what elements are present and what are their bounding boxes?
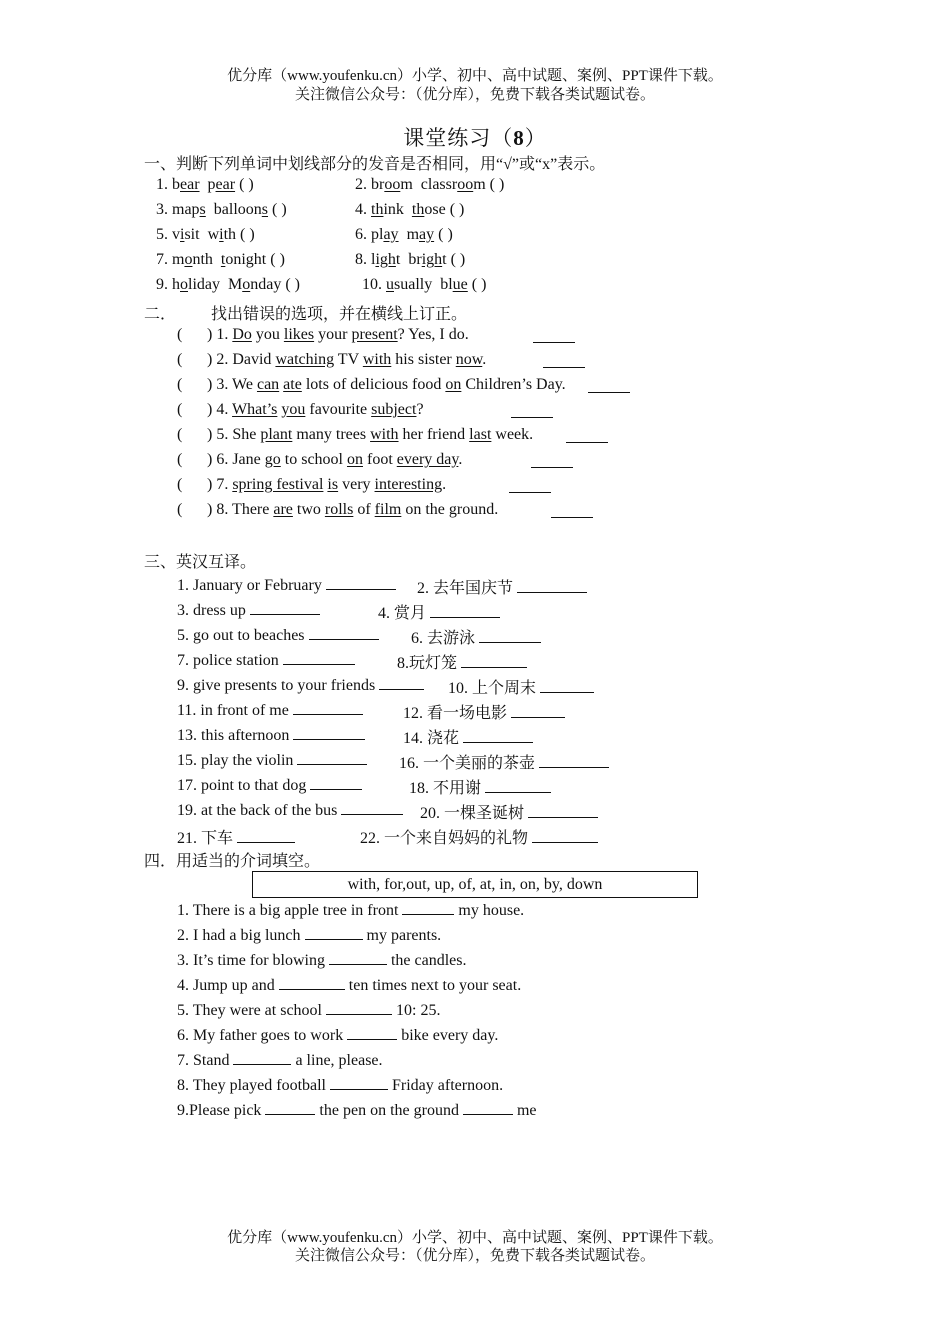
answer-blank[interactable] <box>305 925 363 940</box>
word: play <box>371 226 399 243</box>
prompt: 19. at the back of the bus <box>177 802 338 819</box>
item-number: 1. <box>156 176 172 193</box>
sentence-text: There <box>232 501 274 518</box>
sentence-text: 3. It’s time for blowing <box>177 952 329 969</box>
answer-blank[interactable] <box>250 600 320 615</box>
word: those <box>411 201 446 218</box>
sentence-text: her friend <box>398 426 470 443</box>
underlined-letters: igh <box>375 251 396 268</box>
item-number: ) 3. <box>207 376 233 393</box>
sentence-text: favourite <box>305 401 372 418</box>
fill-item <box>177 1025 498 1045</box>
prompt: 6. 去游泳 <box>411 630 476 647</box>
translation-item <box>403 700 565 723</box>
translation-item <box>177 650 355 670</box>
word: with <box>207 226 237 243</box>
item-number: 4. <box>355 201 371 218</box>
item-number: ) 8. <box>207 501 233 518</box>
sentence-text: 9.Please pick <box>177 1102 266 1119</box>
underlined-letters: ear <box>180 176 200 193</box>
prompt: 11. in front of me <box>177 702 289 719</box>
sentence-text: 6. My father goes to work <box>177 1027 348 1044</box>
error-option: rolls <box>324 501 354 518</box>
underlined-letters: ay <box>419 226 435 243</box>
sentence-text: She <box>232 426 261 443</box>
word: tonight <box>220 251 267 268</box>
prompt: 8.玩灯笼 <box>397 655 458 672</box>
pronunciation-item <box>355 176 504 194</box>
translation-item <box>360 825 598 848</box>
prompt: 7. police station <box>177 652 279 669</box>
answer-blank[interactable] <box>329 950 387 965</box>
error-item <box>207 376 566 394</box>
answer-blank[interactable] <box>347 1025 397 1040</box>
sentence-text: bike every day. <box>397 1027 499 1044</box>
prompt: 5. go out to beaches <box>177 627 305 644</box>
correction-blank[interactable] <box>511 403 553 418</box>
word: blue <box>440 276 468 293</box>
prompt: 22. 一个来自妈妈的礼物 <box>360 830 529 847</box>
underlined-letters: th <box>411 201 425 218</box>
fill-item <box>177 950 467 970</box>
answer-blank[interactable] <box>233 1050 291 1065</box>
sentence-text: We <box>232 376 257 393</box>
error-option: watching <box>275 351 335 368</box>
sentence-text: 1. There is a big apple tree in front <box>177 902 403 919</box>
header-line-1: 优分库（www.youfenku.cn）小学、初中、高中试题、案例、PPT课件下载。 <box>227 68 723 84</box>
sentence-text: my parents. <box>362 927 442 944</box>
prompt: 13. this afternoon <box>177 727 290 744</box>
footer-line-2: 关注微信公众号：（优分库），免费下载各类试题试卷。 <box>294 1248 655 1264</box>
word: usually <box>386 276 433 293</box>
sentence-text: many trees <box>292 426 371 443</box>
translation-item <box>177 725 365 745</box>
sentence-text: a line, please. <box>291 1052 383 1069</box>
error-option: now <box>455 351 483 368</box>
word-box: with, for,out, up, of, at, in, on, by, down <box>252 871 698 898</box>
sentence-text: 4. Jump up and <box>177 977 279 994</box>
answer-blank[interactable] <box>297 750 367 765</box>
sentence-text: me <box>512 1102 537 1119</box>
answer-paren[interactable]: ( ) <box>467 276 487 293</box>
word: think <box>371 201 404 218</box>
sentence-text: . <box>442 476 447 493</box>
answer-blank[interactable] <box>540 678 594 693</box>
word: visit <box>172 226 200 243</box>
underlined-letters: oo <box>384 176 401 193</box>
section-1-heading: 一、判断下列单词中划线部分的发音是否相同，用“√”或“x”表示。 <box>144 156 606 173</box>
sentence-text: David <box>232 351 276 368</box>
translation-item <box>378 600 500 623</box>
translation-item <box>177 575 396 595</box>
answer-paren[interactable]: ( <box>177 376 183 393</box>
translation-item <box>177 600 320 620</box>
underlined-letters: u <box>386 276 394 293</box>
answer-blank[interactable] <box>479 628 541 643</box>
answer-blank[interactable] <box>309 625 379 640</box>
error-option: film <box>374 501 402 518</box>
error-option: with <box>370 426 399 443</box>
item-number: 6. <box>355 226 371 243</box>
error-option: you <box>281 401 306 418</box>
fill-item <box>177 1075 503 1095</box>
pronunciation-item <box>156 251 285 269</box>
answer-paren[interactable]: ( ) <box>268 201 287 218</box>
error-option: interesting <box>374 476 443 493</box>
answer-blank[interactable] <box>326 575 396 590</box>
answer-blank[interactable] <box>402 900 454 915</box>
error-item <box>207 326 469 344</box>
answer-paren[interactable]: ( ) <box>445 201 465 218</box>
translation-item <box>177 625 379 645</box>
word: light <box>371 251 401 268</box>
item-number: ) 2. <box>207 351 233 368</box>
answer-paren[interactable]: ( ) <box>434 226 453 243</box>
underlined-letters: o <box>180 276 188 293</box>
sentence-text: . <box>482 351 487 368</box>
answer-blank[interactable] <box>532 828 598 843</box>
underlined-letters: s <box>261 201 269 218</box>
answer-blank[interactable] <box>511 703 565 718</box>
item-number: ) 5. <box>207 426 233 443</box>
item-number: 9. <box>156 276 172 293</box>
error-option: plant <box>260 426 293 443</box>
underlined-letters: o <box>242 276 251 293</box>
word: bear <box>172 176 200 193</box>
prompt: 12. 看一场电影 <box>403 705 508 722</box>
answer-paren[interactable]: ( ) <box>236 226 255 243</box>
correction-blank[interactable] <box>533 328 575 343</box>
answer-blank[interactable] <box>310 775 362 790</box>
word: maps <box>172 201 206 218</box>
sentence-text: TV <box>334 351 363 368</box>
answer-paren[interactable]: ( <box>177 476 183 493</box>
fill-item <box>177 900 524 920</box>
sentence-text: you <box>251 326 284 343</box>
fill-item <box>177 1050 383 1070</box>
item-number: ) 4. <box>207 401 233 418</box>
sentence-text: his sister <box>391 351 456 368</box>
answer-blank[interactable] <box>463 1100 513 1115</box>
error-option: is <box>327 476 339 493</box>
answer-blank[interactable] <box>517 578 587 593</box>
answer-blank[interactable] <box>528 803 598 818</box>
sentence-text: of <box>353 501 375 518</box>
underlined-letters: t <box>220 251 226 268</box>
prompt: 14. 浇花 <box>403 730 460 747</box>
correction-blank[interactable] <box>566 428 608 443</box>
correction-blank[interactable] <box>588 378 630 393</box>
sentence-text: 7. Stand <box>177 1052 234 1069</box>
error-option: present <box>351 326 398 343</box>
answer-blank[interactable] <box>326 1000 392 1015</box>
error-option: likes <box>283 326 315 343</box>
prompt: 10. 上个周末 <box>448 680 537 697</box>
answer-paren[interactable]: ( <box>177 426 183 443</box>
sentence-text: to school <box>280 451 347 468</box>
answer-paren[interactable]: ( <box>177 326 183 343</box>
translation-item <box>177 825 295 848</box>
underlined-letters: igh <box>421 251 443 268</box>
fill-item <box>177 975 521 995</box>
sentence-text: two <box>292 501 325 518</box>
word: month <box>172 251 213 268</box>
page-title: 课堂练习（8） <box>403 126 547 150</box>
word: may <box>406 226 435 243</box>
section-3-heading: 三、英汉互译。 <box>144 554 257 571</box>
answer-blank[interactable] <box>283 650 355 665</box>
answer-blank[interactable] <box>279 975 345 990</box>
answer-paren[interactable]: ( <box>177 451 183 468</box>
answer-blank[interactable] <box>265 1100 315 1115</box>
pronunciation-item <box>156 276 300 294</box>
fill-item <box>177 925 441 945</box>
answer-blank[interactable] <box>379 675 424 690</box>
prompt: 17. point to that dog <box>177 777 307 794</box>
pronunciation-item <box>156 226 255 244</box>
sentence-text: Jane <box>232 451 265 468</box>
sentence-text: very <box>338 476 375 493</box>
word: Monday <box>228 276 282 293</box>
sentence-text: the candles. <box>386 952 467 969</box>
translation-item <box>409 775 551 798</box>
correction-blank[interactable] <box>551 503 593 518</box>
answer-blank[interactable] <box>293 725 365 740</box>
prompt: 3. dress up <box>177 602 246 619</box>
error-item <box>207 401 424 419</box>
sentence-text: on the ground. <box>401 501 499 518</box>
error-option: on <box>445 376 462 393</box>
error-option: every day <box>396 451 459 468</box>
sentence-text: Friday afternoon. <box>388 1077 504 1094</box>
item-number: 8. <box>355 251 371 268</box>
pronunciation-item <box>355 201 464 219</box>
word: classroom <box>420 176 486 193</box>
word: bright <box>408 251 447 268</box>
sentence-text: ? <box>416 401 424 418</box>
error-option: are <box>273 501 293 518</box>
correction-blank[interactable] <box>509 478 551 493</box>
answer-paren[interactable]: ( ) <box>485 176 505 193</box>
translation-item <box>177 675 424 695</box>
answer-blank[interactable] <box>461 653 527 668</box>
item-number: ) 6. <box>207 451 233 468</box>
underlined-letters: ay <box>383 226 399 243</box>
item-number: 5. <box>156 226 172 243</box>
sentence-text: . <box>458 451 463 468</box>
prompt: 15. play the violin <box>177 752 294 769</box>
error-item <box>207 501 498 519</box>
translation-item <box>403 725 533 748</box>
prompt: 20. 一棵圣诞树 <box>420 805 525 822</box>
sentence-text: Children’s Day. <box>461 376 566 393</box>
answer-blank[interactable] <box>539 753 609 768</box>
correction-blank[interactable] <box>531 453 573 468</box>
answer-blank[interactable] <box>463 728 533 743</box>
underlined-letters: i <box>219 226 224 243</box>
translation-item <box>177 700 363 720</box>
word: balloons <box>213 201 269 218</box>
underlined-letters: o <box>184 251 193 268</box>
error-option: last <box>469 426 492 443</box>
correction-blank[interactable] <box>543 353 585 368</box>
error-option: subject <box>371 401 417 418</box>
translation-item <box>417 575 587 598</box>
pronunciation-item <box>355 226 453 244</box>
underlined-letters: i <box>180 226 185 243</box>
error-option: with <box>362 351 392 368</box>
sentence-text: lots of delicious food <box>301 376 446 393</box>
header-line-2: 关注微信公众号：（优分库），免费下载各类试题试卷。 <box>294 87 655 103</box>
answer-blank[interactable] <box>485 778 551 793</box>
error-option: on <box>346 451 363 468</box>
error-option: go <box>264 451 281 468</box>
answer-paren[interactable]: ( <box>177 401 183 418</box>
underlined-letters: s <box>199 201 206 218</box>
answer-blank[interactable] <box>430 603 500 618</box>
item-number: 10. <box>362 276 386 293</box>
underlined-letters: oo <box>457 176 474 193</box>
sentence-text: 5. They were at school <box>177 1002 326 1019</box>
underlined-letters: ear <box>215 176 236 193</box>
section-4-heading: 四．用适当的介词填空。 <box>144 853 321 870</box>
sentence-text: foot <box>362 451 397 468</box>
answer-paren[interactable]: ( ) <box>281 276 300 293</box>
item-number: ) 7. <box>207 476 233 493</box>
prompt: 18. 不用谢 <box>409 780 482 797</box>
item-number: 3. <box>156 201 172 218</box>
answer-blank[interactable] <box>341 800 403 815</box>
prompt: 2. 去年国庆节 <box>417 580 514 597</box>
prompt: 9. give presents to your friends <box>177 677 376 694</box>
error-item <box>207 476 446 494</box>
translation-item <box>411 625 541 648</box>
prompt: 4. 赏月 <box>378 605 427 622</box>
answer-paren[interactable]: ( ) <box>266 251 285 268</box>
sentence-text: my house. <box>454 902 525 919</box>
prompt: 21. 下车 <box>177 830 234 847</box>
error-option: spring festival <box>232 476 324 493</box>
pronunciation-item <box>156 176 254 194</box>
pronunciation-item <box>355 251 465 269</box>
footer-line-1: 优分库（www.youfenku.cn）小学、初中、高中试题、案例、PPT课件下载。 <box>227 1230 723 1246</box>
translation-item <box>399 750 609 773</box>
pronunciation-item <box>156 201 287 219</box>
fill-item <box>177 1100 537 1120</box>
sentence-text: 8. They played football <box>177 1077 330 1094</box>
sentence-text: week. <box>491 426 534 443</box>
sentence-text: 10: 25. <box>392 1002 441 1019</box>
answer-paren[interactable]: ( ) <box>446 251 466 268</box>
answer-blank[interactable] <box>293 700 363 715</box>
sentence-text: ten times next to your seat. <box>344 977 522 994</box>
translation-item <box>177 750 367 770</box>
answer-paren[interactable]: ( <box>177 501 183 518</box>
answer-paren[interactable]: ( ) <box>235 176 254 193</box>
underlined-letters: th <box>371 201 384 218</box>
word: holiday <box>172 276 220 293</box>
sentence-text: your <box>314 326 352 343</box>
translation-item <box>420 800 598 823</box>
prompt: 1. January or February <box>177 577 322 594</box>
word: pear <box>207 176 236 193</box>
underlined-letters: ue <box>452 276 468 293</box>
answer-blank[interactable] <box>237 828 295 843</box>
fill-item <box>177 1000 440 1020</box>
prompt: 16. 一个美丽的茶壶 <box>399 755 536 772</box>
translation-item <box>177 775 362 795</box>
error-option: ate <box>283 376 302 393</box>
translation-item <box>397 650 527 673</box>
error-item <box>207 426 533 444</box>
pronunciation-item <box>362 276 486 294</box>
sentence-text: 2. I had a big lunch <box>177 927 305 944</box>
item-number: 2. <box>355 176 371 193</box>
sentence-text: ? Yes, I do. <box>397 326 469 343</box>
error-option: What’s <box>232 401 278 418</box>
item-number: ) 1. <box>207 326 233 343</box>
translation-item <box>177 800 403 820</box>
sentence-text: the pen on the ground <box>315 1102 463 1119</box>
error-option: can <box>256 376 280 393</box>
section-2-heading: 二． 找出错误的选项，并在横线上订正。 <box>144 306 468 323</box>
error-option: Do <box>232 326 252 343</box>
item-number: 7. <box>156 251 172 268</box>
word: broom <box>371 176 413 193</box>
answer-paren[interactable]: ( <box>177 351 183 368</box>
translation-item <box>448 675 594 698</box>
answer-blank[interactable] <box>330 1075 388 1090</box>
error-item <box>207 351 486 369</box>
error-item <box>207 451 462 469</box>
